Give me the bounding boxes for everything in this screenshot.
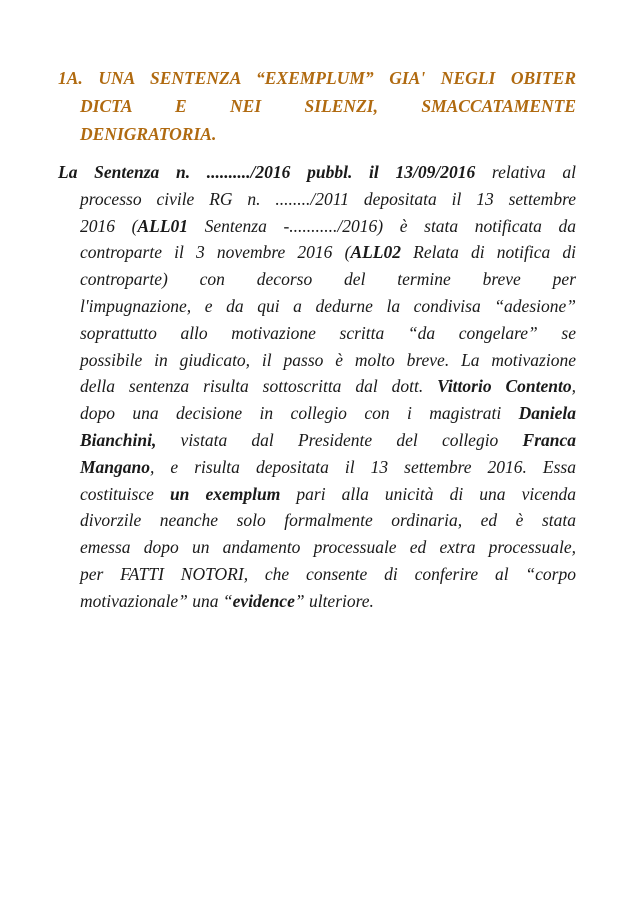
- text-run: vistata dal Presidente del collegio: [156, 429, 523, 450]
- paragraph-line: emessa dopo un andamento processuale ed extra processuale,: [80, 537, 576, 558]
- bold-text: evidence: [232, 590, 295, 611]
- text-run: costituisce: [80, 483, 170, 504]
- text-run: ,: [571, 376, 576, 397]
- text-run: , e risulta depositata il 13 settembre 2016. Essa: [150, 456, 576, 477]
- text-run: dopo una decisione in collegio con i magistrati: [80, 403, 519, 424]
- heading-line-1: 1A. UNA SENTENZA “EXEMPLUM” GIA' NEGLI OBITER: [58, 68, 576, 88]
- text-run: relativa al: [475, 162, 576, 182]
- paragraph-line: controparte) con decorso del termine breve per: [80, 269, 576, 290]
- text-run: motivazionale” una “: [80, 590, 233, 611]
- paragraph-line: [58, 159, 576, 186]
- text-run: Sentenza -.........../2016) è stata notificata da: [188, 215, 576, 236]
- text-run: ” ulteriore.: [294, 590, 374, 611]
- text-run: 2016 (: [80, 215, 138, 236]
- heading-line-2: DICTA E NEI SILENZI, SMACCATAMENTE: [80, 96, 576, 116]
- text-run: Relata di notifica di: [401, 242, 577, 263]
- body-paragraph: [58, 159, 576, 615]
- bold-text: Mangano: [80, 456, 151, 477]
- text-run: controparte il 3 novembre 2016 (: [80, 242, 351, 263]
- section-heading: [58, 64, 576, 148]
- text-run: pari alla unicità di una vicenda: [280, 483, 576, 504]
- paragraph-line: [58, 588, 576, 615]
- paragraph-line: [58, 239, 576, 266]
- paragraph-line: divorzile neanche solo formalmente ordinaria, ed è stata: [80, 510, 576, 531]
- paragraph-line: l'impugnazione, e da qui a dedurne la condivisa “adesione”: [80, 295, 576, 316]
- bold-text: Vittorio Contento: [437, 376, 572, 397]
- bold-text: Daniela: [518, 403, 576, 424]
- paragraph-line: per FATTI NOTORI, che consente di conferire al “corpo: [80, 563, 576, 584]
- bold-text: ALL02: [350, 242, 401, 263]
- bold-text: un exemplum: [169, 483, 281, 504]
- bold-text: ALL01: [137, 215, 189, 236]
- paragraph-line: [58, 373, 576, 400]
- paragraph-line: soprattutto allo motivazione scritta “da congelare” se: [80, 322, 576, 343]
- paragraph-line: processo civile RG n. ......../2011 depositata il 13 settembre: [80, 188, 576, 209]
- paragraph-line: [58, 427, 576, 454]
- bold-text: La Sentenza n. ........../2016 pubbl. il 13/09/2016: [58, 162, 476, 182]
- bold-text: Franca: [522, 429, 576, 450]
- bold-text: Bianchini,: [80, 429, 157, 450]
- paragraph-line: [58, 481, 576, 508]
- paragraph-line: [58, 400, 576, 427]
- paragraph-line: [58, 454, 576, 481]
- paragraph-line: possibile in giudicato, il passo è molto breve. La motivazione: [80, 349, 576, 370]
- paragraph-line: [58, 213, 576, 240]
- text-run: della sentenza risulta sottoscritta dal dott.: [80, 376, 438, 397]
- heading-line-3: DENIGRATORIA.: [80, 124, 217, 144]
